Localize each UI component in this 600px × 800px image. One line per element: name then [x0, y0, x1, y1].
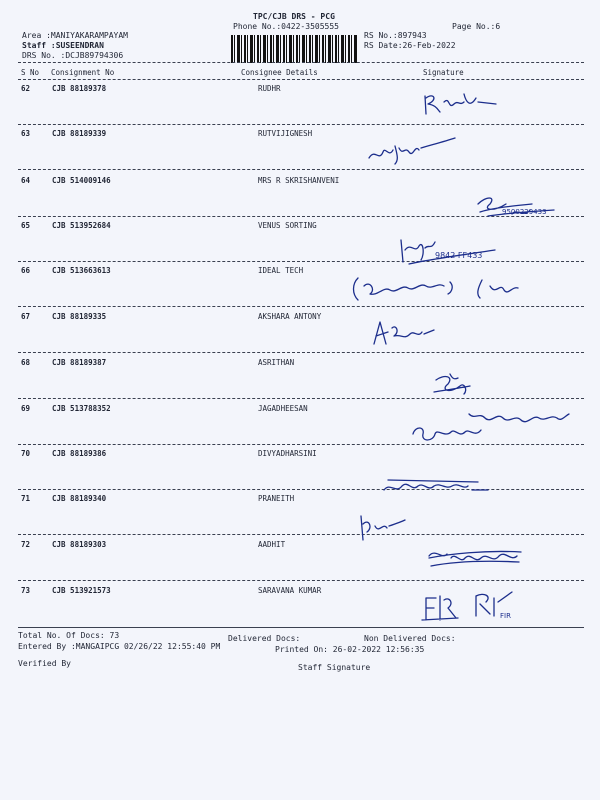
printed-on: Printed On: 26-02-2022 12:56:35	[275, 645, 425, 654]
signature-note-row-73: FIR	[500, 612, 511, 620]
signature-row-65	[395, 232, 515, 268]
row-divider	[18, 124, 584, 125]
total-docs: Total No. Of Docs: 73	[18, 631, 120, 640]
table-row	[0, 129, 600, 175]
row-sno: 71	[21, 494, 31, 503]
column-sno: S No	[21, 68, 40, 77]
row-sno: 66	[21, 266, 31, 275]
row-consignment: CJB 513921573	[52, 586, 111, 595]
row-sno: 67	[21, 312, 31, 321]
row-consignee: DIVYADHARSINI	[258, 449, 317, 458]
row-divider	[18, 352, 584, 353]
row-consignee: JAGADHEESAN	[258, 404, 308, 413]
row-sno: 69	[21, 404, 31, 413]
row-consignment: CJB 88189303	[52, 540, 107, 549]
table-row	[0, 449, 600, 495]
row-sno: 62	[21, 84, 31, 93]
row-consignee: MRS R SKRISHANVENI	[258, 176, 340, 185]
table-row	[0, 84, 600, 130]
row-consignment: CJB 513788352	[52, 404, 111, 413]
row-consignment: CJB 88189387	[52, 358, 107, 367]
page-number: Page No.:6	[452, 22, 501, 31]
signature-row-66	[350, 272, 525, 308]
signature-note-row-65: 9842 FF433	[435, 251, 483, 260]
non-delivered-docs: Non Delivered Docs:	[364, 634, 456, 643]
row-sno: 64	[21, 176, 31, 185]
table-row	[0, 494, 600, 540]
row-consignee: SARAVANA KUMAR	[258, 586, 322, 595]
signature-row-67	[370, 318, 440, 348]
row-consignment: CJB 88189386	[52, 449, 107, 458]
row-sno: 65	[21, 221, 31, 230]
row-consignee: RUDHR	[258, 84, 281, 93]
row-sno: 73	[21, 586, 31, 595]
area-label: Area :MANIYAKARAMPAYAM	[22, 31, 128, 40]
header-divider	[18, 62, 584, 63]
column-consignee: Consignee Details	[241, 68, 318, 77]
barcode	[231, 35, 357, 63]
row-consignment: CJB 88189378	[52, 84, 107, 93]
row-consignment: CJB 88189340	[52, 494, 107, 503]
row-sno: 70	[21, 449, 31, 458]
signature-row-72	[425, 542, 530, 570]
document-title: TPC/CJB DRS - PCG	[253, 12, 335, 21]
column-consignment: Consignment No	[51, 68, 115, 77]
table-row	[0, 358, 600, 404]
row-consignee: VENUS SORTING	[258, 221, 317, 230]
column-divider	[18, 79, 584, 80]
row-divider	[18, 580, 584, 581]
row-consignment: CJB 88189335	[52, 312, 107, 321]
row-sno: 68	[21, 358, 31, 367]
verified-by: Verified By	[18, 659, 71, 668]
row-consignment: CJB 514009146	[52, 176, 111, 185]
row-consignee: RUTVIJIGNESH	[258, 129, 313, 138]
row-consignee: PRANEITH	[258, 494, 295, 503]
signature-row-62	[420, 88, 500, 118]
entered-by: Entered By :MANGAIPCG 02/26/22 12:55:40 PM	[18, 642, 221, 651]
row-consignee: AADHIT	[258, 540, 286, 549]
signature-row-68	[430, 370, 475, 398]
row-divider	[18, 534, 584, 535]
column-signature: Signature	[423, 68, 464, 77]
row-divider	[18, 398, 584, 399]
row-consignment: CJB 513952684	[52, 221, 111, 230]
table-row	[0, 312, 600, 358]
row-consignee: AKSHARA ANTONY	[258, 312, 322, 321]
rs-date: RS Date:26-Feb-2022	[364, 41, 456, 50]
footer-divider	[18, 627, 584, 628]
row-sno: 63	[21, 129, 31, 138]
row-consignee: IDEAL TECH	[258, 266, 304, 275]
delivered-docs: Delivered Docs:	[228, 634, 301, 643]
row-divider	[18, 169, 584, 170]
drs-number: DRS No. :DCJB89794306	[22, 51, 124, 60]
row-consignment: CJB 513663613	[52, 266, 111, 275]
row-sno: 72	[21, 540, 31, 549]
row-consignment: CJB 88189339	[52, 129, 107, 138]
signature-row-63	[365, 136, 460, 166]
rs-number: RS No.:897943	[364, 31, 427, 40]
row-divider	[18, 489, 584, 490]
staff-label: Staff :SUSEENDRAN	[22, 41, 104, 50]
row-consignee: ASRITHAN	[258, 358, 295, 367]
staff-signature: Staff Signature	[298, 663, 371, 672]
phone-number: Phone No.:0422-3505555	[233, 22, 339, 31]
signature-row-73	[418, 588, 533, 624]
signature-row-71	[355, 512, 410, 542]
signature-row-70	[378, 476, 493, 498]
signature-note-row-64: 9500229433	[502, 208, 547, 216]
signature-row-64	[472, 192, 562, 222]
signature-row-69	[405, 410, 580, 450]
